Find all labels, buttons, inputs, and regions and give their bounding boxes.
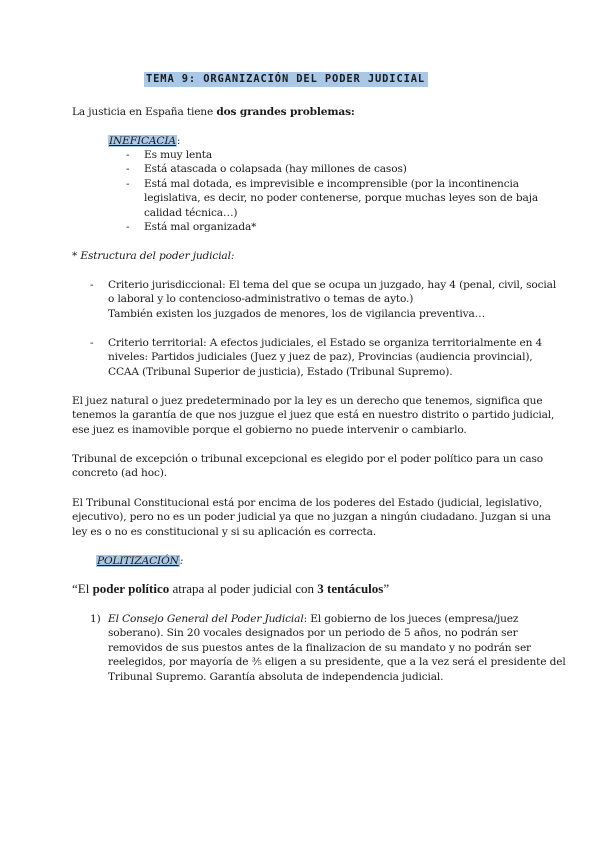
bullet-dash: - [90, 337, 94, 349]
tribunal-excepcion-line: Tribunal de excepción o tribunal excepcional es elegido por el poder político para un caso [72, 453, 543, 465]
tentaculos-quote [72, 582, 389, 596]
bullet-dash: - [126, 149, 130, 161]
juez-natural-line: ese juez es inamovible porque el gobierno no puede intervenir o cambiarlo. [72, 424, 467, 436]
cgpj-first-line [108, 612, 518, 626]
list-item: Está mal organizada* [144, 221, 257, 233]
quote-open: “El [72, 581, 93, 596]
intro-bold: dos grandes problemas: [216, 106, 355, 118]
tribunal-constitucional-line: ejecutivo), pero no es un poder judicial ya que no juzgan a ningún ciudadano. Juzgan si una [72, 511, 551, 523]
cgpj-title-rest: : El gobierno de los jueces (empresa/juez [303, 613, 519, 625]
list-item: Está atascada o colapsada (hay millones de casos) [144, 163, 407, 175]
intro-paragraph [72, 105, 355, 119]
cgpj-line: Tribunal Supremo. Garantía absoluta de independencia judicial. [108, 671, 444, 683]
criterio-jurisdiccional-line: Criterio jurisdiccional: El tema del que se ocupa un juzgado, hay 4 (penal, civil, social [108, 279, 557, 291]
cgpj-line: removidos de sus puestos antes de la finalizacion de su mandato y no podrán ser [108, 642, 531, 654]
quote-bold-poder: poder político [92, 581, 170, 596]
bullet-dash: - [126, 163, 130, 175]
list-item: Está mal dotada, es imprevisible e incomprensible (por la incontinencia [144, 178, 519, 190]
cgpj-line: reelegidos, por mayoría de ⅗ eligen a su presidente, que a la vez será el presidente del [108, 656, 566, 668]
quote-middle: atrapa al poder judicial con [169, 581, 318, 596]
politizacion-colon: : [179, 555, 184, 567]
ineficacia-colon: : [176, 135, 181, 147]
bullet-dash: - [126, 178, 130, 190]
ineficacia-heading [108, 134, 180, 148]
cgpj-line: soberano). Sin 20 vocales designados por un periodo de 5 años, no podrán ser [108, 627, 518, 639]
tribunal-constitucional-line: El Tribunal Constitucional está por encima de los poderes del Estado (judicial, legislativo, [72, 497, 543, 509]
tribunal-constitucional-line: ley es o no es constitucional y si su aplicación es correcta. [72, 526, 377, 538]
criterio-jurisdiccional-line: o laboral y lo contencioso-administrativo o temas de ayto.) [108, 293, 414, 305]
juez-natural-line: tenemos la garantía de que nos juzgue el juez que está en nuestro distrito o partido judicial, [72, 409, 555, 421]
tribunal-excepcion-line: concreto (ad hoc). [72, 467, 167, 479]
juez-natural-line: El juez natural o juez predeterminado por la ley es un derecho que tenemos, significa que [72, 395, 543, 407]
quote-bold-tentaculos: 3 tentáculos [317, 581, 384, 596]
criterio-territorial-line: niveles: Partidos judiciales (Juez y juez de paz), Provincias (audiencia provincial), [108, 351, 533, 363]
ineficacia-label: INEFICACIA [109, 135, 176, 147]
quote-close: ” [383, 581, 390, 596]
bullet-dash: - [90, 279, 94, 291]
criterio-territorial-line: Criterio territorial: A efectos judiciales, el Estado se organiza territorialmente en 4 [108, 337, 543, 349]
politizacion-label: POLITIZACIÓN [97, 555, 179, 567]
criterio-territorial-line: CCAA (Tribunal Superior de justicia), Estado (Tribunal Supremo). [108, 366, 453, 378]
bullet-dash: - [126, 221, 130, 233]
list-item-continuation: legislativa, es decir, no poder contenerse, porque muchas leyes son de baja [144, 192, 538, 204]
list-item: Es muy lenta [144, 149, 213, 161]
cgpj-title: El Consejo General del Poder Judicial [108, 613, 304, 625]
criterio-jurisdiccional-line: También existen los juzgados de menores, los de vigilancia preventiva… [108, 308, 486, 320]
estructura-heading: * Estructura del poder judicial: [72, 250, 235, 262]
item-number: 1) [90, 613, 101, 625]
politizacion-heading [96, 554, 183, 568]
page-title: TEMA 9: ORGANIZACIÓN DEL PODER JUDICIAL [144, 72, 428, 87]
intro-text: La justicia en España tiene [72, 106, 217, 118]
list-item-continuation: calidad técnica…) [144, 207, 238, 219]
